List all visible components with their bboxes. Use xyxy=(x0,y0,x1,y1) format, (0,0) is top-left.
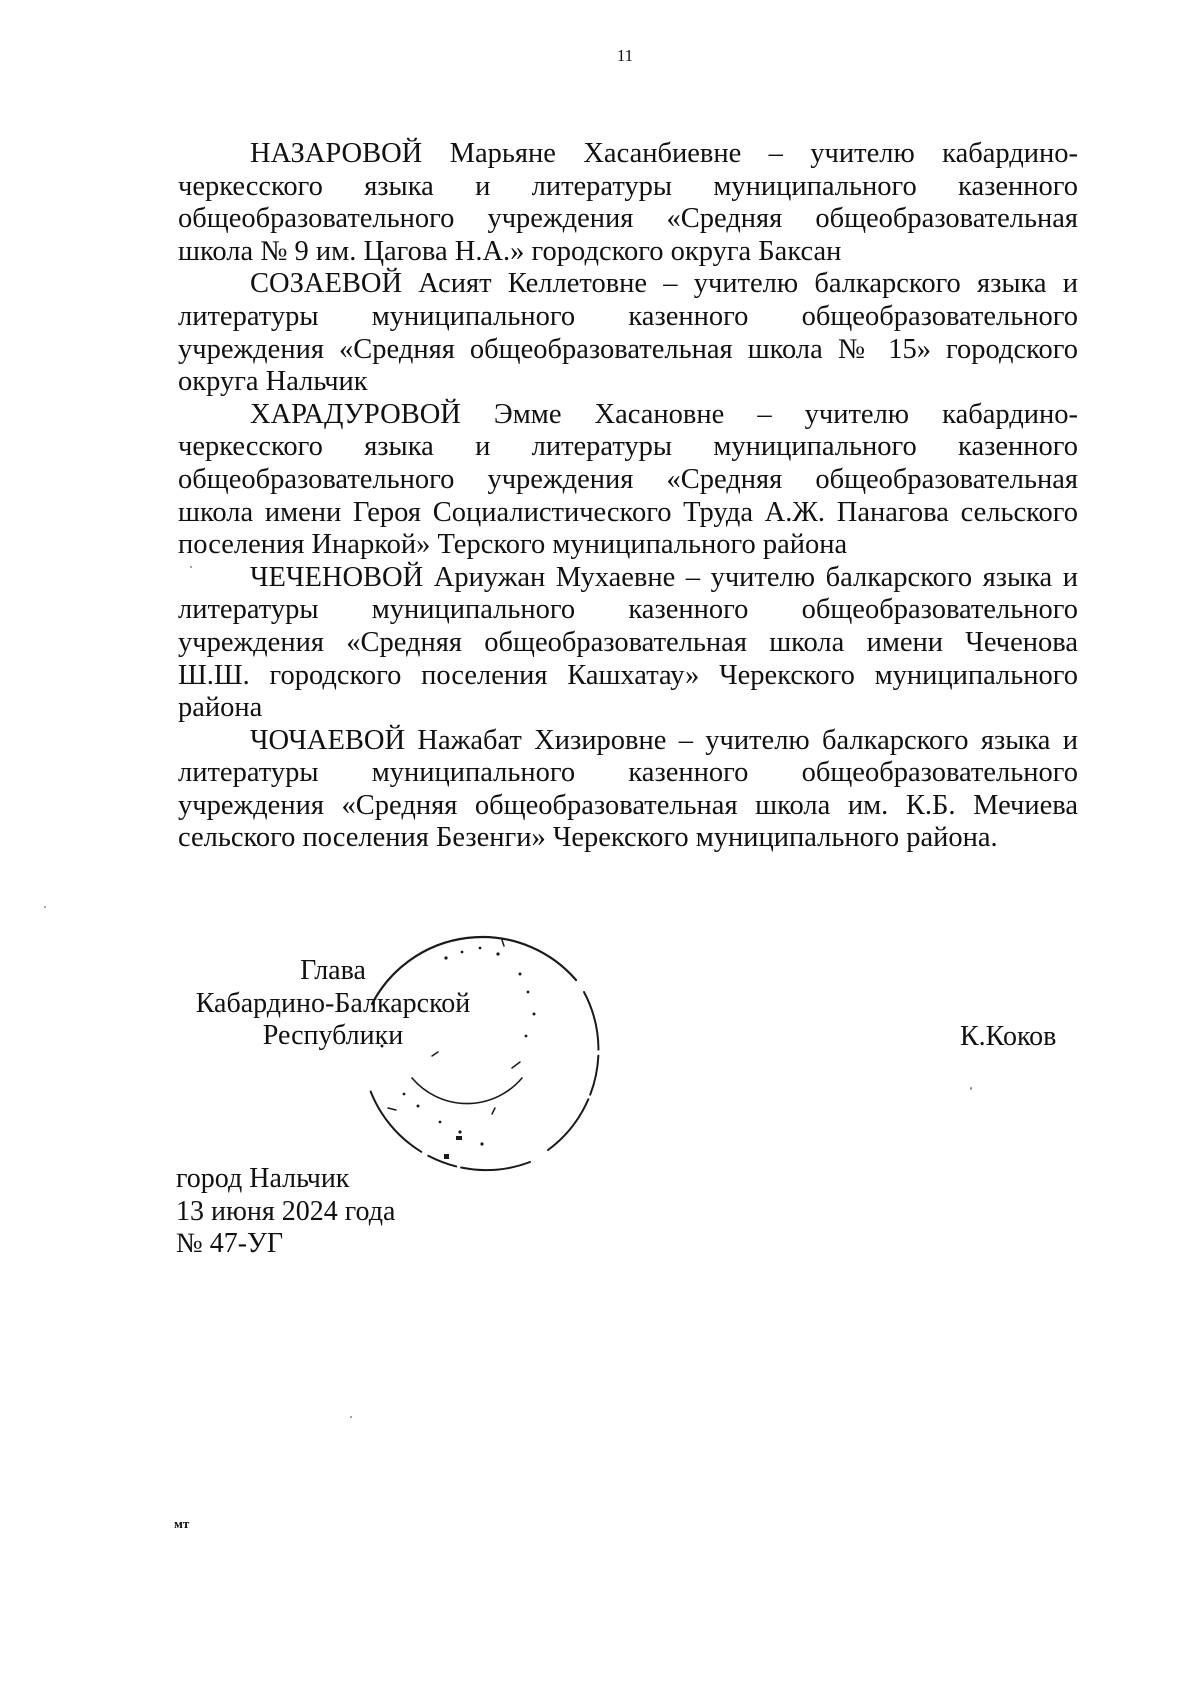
signatory-title-line: Глава xyxy=(300,955,366,986)
footer-initials: мт xyxy=(174,1516,190,1531)
scan-speck xyxy=(190,566,192,568)
signatory-title-line: Кабардино-Балкарской xyxy=(195,987,471,1019)
signatory-title-line: Республики xyxy=(262,1020,404,1052)
scan-speck xyxy=(970,1087,972,1090)
award-entry-chechenova: ЧЕЧЕНОВОЙ Ариужан Мухаевне – учителю балкарского языка и литературы муниципального казенного общеобразовательного учреждения «Средняя общеобразовательная школа имени Чеченова Ш.Ш. городского поселения Кашхатау» Черекского муниципального района xyxy=(178,561,1078,724)
signatory-title xyxy=(183,955,483,1053)
decree-body xyxy=(178,138,1078,855)
scan-speck xyxy=(44,906,46,908)
scan-speck xyxy=(350,1416,352,1418)
award-entry-kharadurova: ХАРАДУРОВОЙ Эмме Хасановне – учителю кабардино-черкесского языка и литературы муниципального казенного общеобразовательного учреждения «Средняя общеобразовательная школа имени Героя Социалистического Труда А.Ж. Панагова сельского поселения Инаркой» Терского муниципального района xyxy=(178,398,1078,561)
signatory-name: К.Коков xyxy=(960,1021,1057,1052)
award-entry-chochaeva: ЧОЧАЕВОЙ Нажабат Хизировне – учителю балкарского языка и литературы муниципального казенного общеобразовательного учреждения «Средняя общеобразовательная школа им. К.Б. Мечиева сельского поселения Безенги» Черекского муниципального района. xyxy=(178,724,1078,854)
issue-date: 13 июня 2024 года xyxy=(176,1195,396,1227)
decree-number: № 47-УГ xyxy=(176,1228,284,1260)
award-entry-nazarova: НАЗАРОВОЙ Марьяне Хасанбиевне – учителю кабардино-черкесского языка и литературы муниципального казенного общеобразовательного учреждения «Средняя общеобразовательная школа № 9 им. Цагова Н.А.» городского округа Баксан xyxy=(178,138,1078,267)
award-entry-sozaeva: СОЗАЕВОЙ Асият Келлетовне – учителю балкарского языка и литературы муниципального казенного общеобразовательного учреждения «Средняя общеобразовательная школа № 15» городского округа Нальчик xyxy=(178,268,1078,398)
issue-city: город Нальчик xyxy=(176,1163,350,1194)
place-and-date-block xyxy=(176,1163,395,1261)
page-number: 11 xyxy=(616,46,634,65)
